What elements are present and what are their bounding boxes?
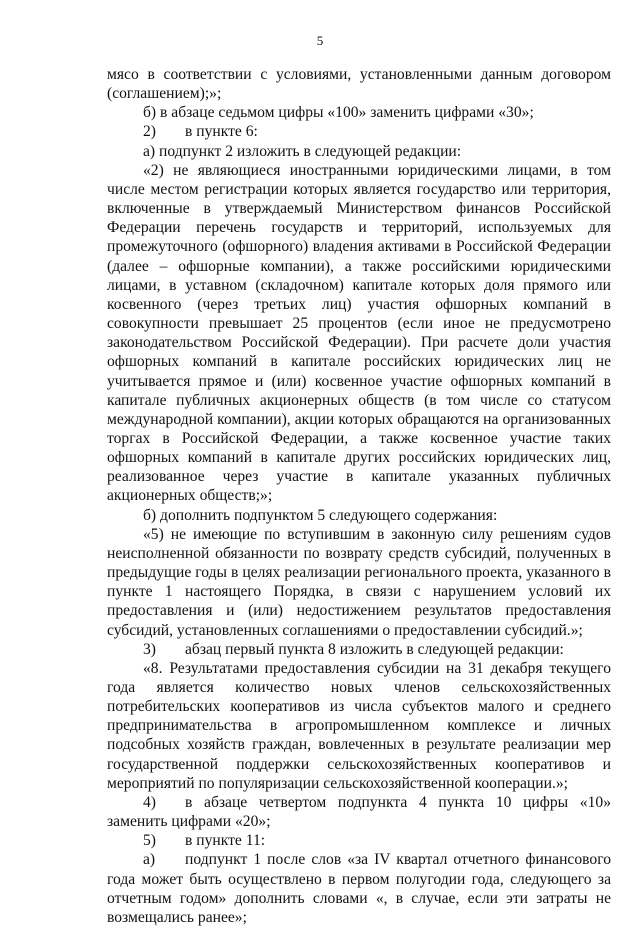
item-text: подпункт 1 после слов «за IV квартал отчетного финансового года может быть осуществлено в первом полугодии года, следующего за отчетным годом» дополнить словами «, в случае, если эти затраты не возмещались ранее»;	[107, 851, 611, 926]
paragraph-amendment-b: б) в абзаце седьмом цифры «100» заменить цифрами «30»;	[143, 104, 534, 122]
paragraph-item-3	[107, 640, 611, 659]
item-number: 2)	[143, 123, 156, 141]
paragraph-item-4	[107, 793, 611, 831]
paragraph-quote-8: «8. Результатами предоставления субсидии на 31 декабря текущего года является количество новых членов сельскохозяйственных потребительских кооперативов из числа субъектов малого и среднего предпринимательства в агропромышленном комплексе и личных подсобных хозяйств граждан, вовлеченных в результате реализации мер государственной поддержки сельскохозяйственных кооперативов и мероприятий по популяризации сельскохозяйственной кооперации.»;	[107, 659, 611, 792]
item-text: в пункте 11:	[185, 832, 266, 850]
item-text: в пункте 6:	[185, 123, 258, 141]
paragraph-subitem-a-item-11	[107, 850, 611, 927]
paragraph-subitem-a: а) подпункт 2 изложить в следующей редакции:	[143, 142, 462, 160]
paragraph-subitem-b: б) дополнить подпунктом 5 следующего содержания:	[143, 506, 498, 524]
document-body	[107, 65, 611, 927]
paragraph-quote-5: «5) не имеющие по вступившим в законную силу решениям судов неисполненной обязанности по возврату средств субсидий, полученных в предыдущие годы в целях реализации регионального проекта, указанного в пункте 1 настоящего Порядка, в связи с нарушением условий их предоставления и (или) недостижением результатов предоставления субсидий, установленных соглашениями о предоставлении субсидий.»;	[107, 525, 611, 639]
item-number: а)	[143, 851, 156, 869]
paragraph-quote-2: «2) не являющиеся иностранными юридическими лицами, в том числе местом регистрации которых является государство или территория, включенные в утверждаемый Министерством финансов Российской Федерации перечень государств и территорий, используемых для промежуточного (офшорного) владения активами в Российской Федерации (далее – офшорные компании), а также российскими юридическими лицами, в уставном (складочном) капитале которых доля прямого или косвенного (через третьих лиц) участия офшорных компаний в совокупности превышает 25 процентов (если иное не предусмотрено законодательством Российской Федерации). При расчете доли участия офшорных компаний в капитале российских юридических лиц не учитывается прямое и (или) косвенное участие офшорных компаний в капитале публичных акционерных обществ (в том числе со статусом международной компании), акции которых обращаются на организованных торгах в Российской Федерации, а также косвенное участие таких офшорных компаний в капитале других российских юридических лиц, реализованное через участие в капитале указанных публичных акционерных обществ;»;	[107, 161, 611, 505]
item-text: в абзаце четвертом подпункта 4 пункта 10 цифры «10» заменить цифрами «20»;	[107, 793, 611, 831]
item-number: 4)	[143, 793, 156, 811]
paragraph-item-2	[107, 122, 611, 141]
paragraph-item-5	[107, 831, 611, 850]
page-number: 5	[316, 33, 324, 48]
item-number: 3)	[143, 640, 156, 658]
paragraph-continuation: мясо в соответствии с условиями, установленными данным договором (соглашением);»;	[107, 66, 611, 103]
item-text: абзац первый пункта 8 изложить в следующей редакции:	[185, 640, 564, 658]
item-number: 5)	[143, 832, 156, 850]
